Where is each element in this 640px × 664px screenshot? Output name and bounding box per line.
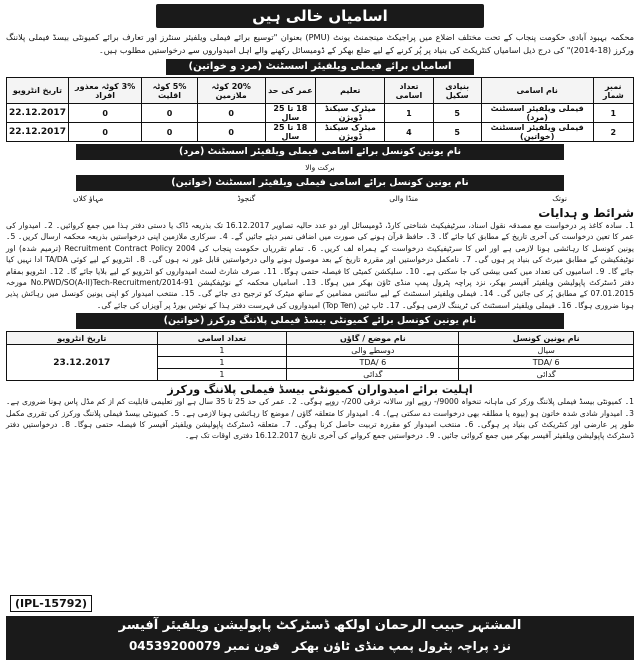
advertiser-name: المشتہر حبیب الرحمان اولکھ ڈسٹرکٹ پاپولیشن ویلفیئر آفیسر — [118, 618, 522, 633]
cell-post: فیملی ویلفیئر اسسٹنٹ (مرد) — [481, 104, 593, 123]
eligibility-paragraph: 1۔ کمیونٹی بیسڈ فیملی پلاننگ ورکر کی ماہانہ تنخواہ 9000/- روپے اور سالانہ ترقی 200/- روپے ہوگی۔ 2۔ عمر کی حد 25 تا 35 سال ہے اور تعلیمی قابلیت کم از کم مڈل پاس ہونا ضروری ہے۔ 3۔ امیدوار شادی شدہ خاتون ہو (بیوہ یا مطلقہ بھی درخواست دے سکتی ہے)۔ 4۔ امیدوار کا متعلقہ گاؤں / موضع کا رہائشی ہونا لازمی ہے۔ 5۔ کمیونٹی بیسڈ فیملی پلاننگ ورکرز کی تقرری مکمل طور پر عارضی اور کنٹریکٹ کی بنیاد پر ہوگی۔ 6۔ منتخب امیدوار کو مقررہ تربیت حاصل کرنا ہوگی۔ 7۔ متعلقہ ڈسٹرکٹ پاپولیشن ویلفیئر آفیسر کا فیصلہ حتمی ہوگا۔ 8۔ درخواستیں دفتر ڈسٹرکٹ پاپولیشن ویلفیئر آفیسر بھکر میں جمع کروائی جائیں۔ 9۔ درخواستیں جمع کروانے کی آخری تاریخ 16.12.2017 دفتری اوقات تک ہے۔ — [6, 397, 635, 441]
cell-quota-employees: 0 — [197, 104, 265, 123]
cbfpw-table-header — [7, 332, 634, 345]
cell-serial: 2 — [593, 123, 633, 142]
table-row — [7, 104, 634, 123]
section-title-cbfpw: نام یونین کونسل برائے کمیونٹی بیسڈ فیملی پلاننگ ورکرز (خواتین) — [76, 313, 564, 329]
table-row — [7, 345, 634, 357]
cell-quota-minority: 0 — [142, 104, 198, 123]
uc-male-list — [6, 162, 634, 173]
vacancy-table — [6, 77, 634, 142]
cell-union-council: سیال — [459, 345, 634, 357]
col-quota-disabled: 3% کوٹہ معذور افراد — [68, 78, 141, 104]
intro-paragraph: محکمہ بہبود آبادی حکومت پنجاب کے تحت مختلف اضلاع میں پراجیکٹ مینجمنٹ یونٹ (PMU) بعنوان "توسیع برائے فیملی ویلفیئر سنٹرز اور تعارف برائے کمیونٹی بیسڈ فیملی پلاننگ ورکرز (18-2014)" کی درج ذیل اسامیاں کنٹریکٹ کی بنیاد پر پُر کرنے کے لیے ضلع بھکر کے ڈومیسائل رکھنے والے اہل امیدواروں سے درخواستیں مطلوب ہیں۔ — [6, 32, 634, 55]
cell-quota-disabled: 0 — [68, 123, 141, 142]
cell-count: 4 — [385, 123, 433, 142]
section-title-uc-female: نام یونین کونسل برائے اسامی فیملی ویلفیئر اسسٹنٹ (خواتین) — [76, 175, 564, 191]
address-text: نزد پراچہ پٹرول پمپ منڈی ٹاؤن بھکر — [292, 639, 512, 653]
col-village: نام موضع / گاؤں — [287, 332, 459, 345]
cell-count: 1 — [385, 104, 433, 123]
col-quota-minority: 5% کوٹہ اقلیت — [142, 78, 198, 104]
cell-interview-date: 22.12.2017 — [7, 104, 69, 123]
cell-village: دوسطے والی — [287, 345, 459, 357]
uc-female-name: مہاؤ کلاں — [73, 194, 104, 203]
cell-education: میٹرک سیکنڈ ڈویژن — [316, 123, 385, 142]
col-age: عمر کی حد — [265, 78, 315, 104]
phone-number: 04539200079 — [128, 639, 221, 653]
uc-female-name: منڈا والی — [389, 194, 419, 203]
cell-village: 6 /TDA — [287, 357, 459, 369]
cell-count: 1 — [157, 357, 287, 369]
vacancy-table-header — [7, 78, 634, 104]
eligibility-heading: اہلیت برائے امیدواران کمیونٹی بیسڈ فیملی پلاننگ ورکرز — [167, 383, 473, 397]
ipl-code: (IPL-15792) — [10, 595, 92, 612]
col-count: تعداد اسامی — [385, 78, 433, 104]
cell-interview-date: 22.12.2017 — [7, 123, 69, 142]
uc-female-name: نوتک — [552, 194, 567, 203]
col-education: تعلیم — [316, 78, 385, 104]
col-interview-date: تاریخ انٹرویو — [7, 78, 69, 104]
col-scale: بنیادی سکیل — [433, 78, 481, 104]
uc-female-name: گنجوڈ — [237, 194, 256, 203]
cell-age: 18 تا 25 سال — [265, 123, 315, 142]
cell-count: 1 — [157, 369, 287, 381]
cell-quota-minority: 0 — [142, 123, 198, 142]
cell-age: 18 تا 25 سال — [265, 104, 315, 123]
uc-male-name: برکت والا — [305, 163, 335, 172]
phone-label: فون نمبر — [224, 639, 280, 653]
uc-female-list — [6, 193, 634, 204]
advertiser-footer — [6, 616, 634, 660]
cell-post: فیملی ویلفیئر اسسٹنٹ (خواتین) — [481, 123, 593, 142]
cell-quota-disabled: 0 — [68, 104, 141, 123]
cell-education: میٹرک سیکنڈ ڈویژن — [316, 104, 385, 123]
cbfpw-table — [6, 331, 634, 381]
cell-village: گدائی — [287, 369, 459, 381]
cell-scale: 5 — [433, 104, 481, 123]
col-union-council: نام یونین کونسل — [459, 332, 634, 345]
cell-count: 1 — [157, 345, 287, 357]
cell-serial: 1 — [593, 104, 633, 123]
cell-scale: 5 — [433, 123, 481, 142]
section-title-uc-male: نام یونین کونسل برائے اسامی فیملی ویلفیئر اسسٹنٹ (مرد) — [76, 144, 564, 160]
cell-union-council: گدائی — [459, 369, 634, 381]
col-interview-date: تاریخ انٹرویو — [7, 332, 158, 345]
advertiser-address — [6, 636, 634, 656]
col-count: تعداد اسامی — [157, 332, 287, 345]
table-row — [7, 123, 634, 142]
page-title: اسامیاں خالی ہیں — [156, 4, 484, 28]
terms-paragraph: 1۔ سادہ کاغذ پر درخواست مع مصدقہ نقول اسناد، سرٹیفیکیٹ شناختی کارڈ، ڈومیسائل اور دو عدد حالیہ تصاویر 16.12.2017 تک بذریعہ ڈاک یا دستی دفتر ہذا میں جمع کروائیں۔ 2۔ امیدوار کی عمر کا تعین درخواست کی آخری تاریخ کے مطابق کیا جائے گا۔ 3۔ حافظ قرآن ہونے کی صورت میں اضافی نمبر دیئے جائیں گے۔ 4۔ سرکاری ملازمین اپنی درخواستیں بذریعہ محکمہ ارسال کریں۔ 5۔ یونین کونسل کا رہائشی ہونا لازمی ہے اور اس کا سرٹیفیکیٹ درخواست کے ہمراہ لف کریں۔ 6۔ تمام تقرریاں حکومت پنجاب کی Recruitment Contract Policy 2004 (ترمیم شدہ) اور نوٹیفکیشن کے مطابق میرٹ کی بنیاد پر ہوں گی۔ 7۔ نامکمل درخواستیں اور مقررہ تاریخ کے بعد موصول ہونے والی درخواستیں قابل غور نہ ہوں گی۔ 8۔ انٹرویو کے لیے کوئی TA/DA ادا نہیں کیا جائے گا۔ 9۔ اسامیوں کی تعداد میں کمی بیشی کی جا سکتی ہے۔ 10۔ سلیکشن کمیٹی کا فیصلہ حتمی ہوگا۔ 11۔ صرف شارٹ لسٹ امیدواروں کو انٹرویو کے لیے بلایا جائے گا۔ 12۔ انٹرویو بمقام دفتر ڈسٹرکٹ پاپولیشن ویلفیئر آفیسر بھکر، نزد پراچہ پٹرول پمپ منڈی ٹاؤن بھکر میں ہوگا۔ 13۔ اسامیاں محکمہ کے نوٹیفکیشن No.PWD/SO(A-II)Tech-Recruitment/2014-91 مورخہ 07.01.2015 کے مطابق پُر کی جائیں گی۔ 14۔ فیملی ویلفیئر اسسٹنٹ کے لیے سائنس مضامین کے ساتھ میٹرک کو ترجیح دی جائے گی۔ 15۔ منتخب امیدوار کو اپنی یونین کونسل میں رہائش پذیر ہونا ضروری ہوگا۔ 16۔ فیملی ویلفیئر اسسٹنٹ کی ٹریننگ لازمی ہوگی۔ 17۔ ٹاپ ٹین (Top Ten) امیدواروں کی فہرست دفتر ہذا کے نوٹس بورڈ پر آویزاں کی جائے گی۔ — [6, 221, 635, 310]
cell-interview-date: 23.12.2017 — [7, 345, 158, 381]
terms-heading: شرائط و ہدایات — [538, 206, 634, 220]
col-serial: نمبر شمار — [593, 78, 633, 104]
cell-quota-employees: 0 — [197, 123, 265, 142]
cell-union-council: 6 /TDA — [459, 357, 634, 369]
section-title-fwa: اسامیاں برائے فیملی ویلفیئر اسسٹنٹ (مرد و خواتین) — [166, 59, 474, 75]
col-quota-employees: 20% کوٹہ ملازمین — [197, 78, 265, 104]
col-post: نام اسامی — [481, 78, 593, 104]
